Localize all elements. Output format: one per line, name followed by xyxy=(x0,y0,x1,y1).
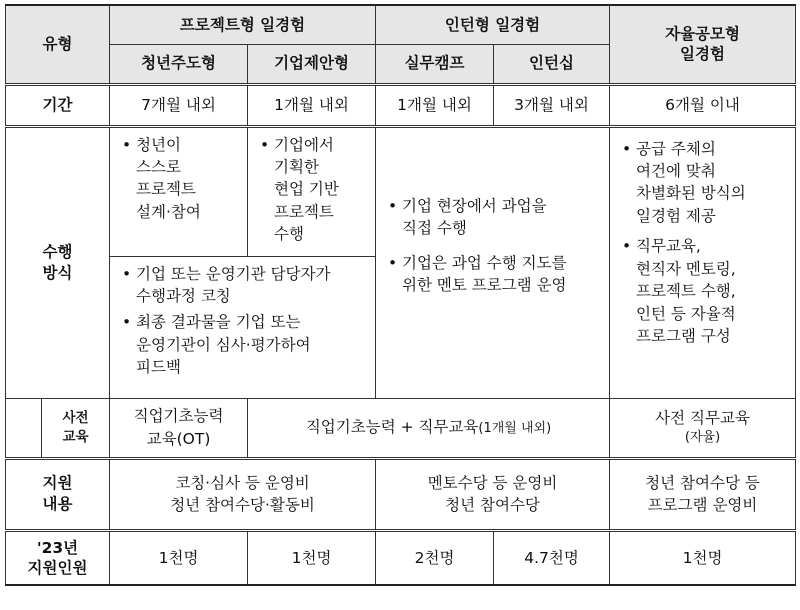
period-company-value: 1개월 내외 xyxy=(274,95,349,114)
personnel-youth-value: 1천명 xyxy=(158,548,199,567)
method-youth-text: 청년이 스스로 프로젝트 설계·참여 xyxy=(136,135,201,221)
method-project-text-1: 기업 또는 운영기관 담당자가 수행과정 코칭 xyxy=(136,264,331,305)
autonomous-group-header xyxy=(610,5,796,84)
personnel-intern-value: 4.7천명 xyxy=(524,548,579,567)
internship-label: 인턴십 xyxy=(529,54,574,73)
youth-led-header xyxy=(110,44,248,84)
period-intern xyxy=(494,84,610,126)
period-label: 기간 xyxy=(42,95,73,114)
project-group-header xyxy=(110,5,376,44)
method-company xyxy=(248,126,376,256)
type-header xyxy=(6,5,110,84)
pre-edu-merged-main: 직업기초능력 + 직무교육 xyxy=(305,418,479,437)
pre-edu-auto-main: 사전 직무교육 xyxy=(655,408,750,427)
method-youth xyxy=(110,126,248,256)
autonomous-group-label: 자율공모형 일경험 xyxy=(665,25,740,64)
personnel-autonomous-value: 1천명 xyxy=(682,548,723,567)
period-row-header xyxy=(6,84,110,126)
method-label: 수행 방식 xyxy=(42,242,73,282)
method-intern xyxy=(376,126,610,398)
method-auto-text-2: 직무교육, 현직자 멘토링, 프로젝트 수행, 인턴 등 자율적 프로그램 구성 xyxy=(636,237,736,346)
personnel-camp-value: 2천명 xyxy=(414,548,455,567)
support-project-text: 코칭·심사 등 운영비 청년 참여수당·활동비 xyxy=(170,473,315,514)
method-project-bullet-1 xyxy=(118,263,367,308)
pre-edu-row-header xyxy=(42,398,110,458)
pre-edu-label: 사전 교육 xyxy=(62,410,89,445)
period-youth-value: 7개월 내외 xyxy=(141,95,216,114)
support-autonomous xyxy=(610,458,796,530)
personnel-camp xyxy=(376,530,494,585)
intern-group-label: 인턴형 일경험 xyxy=(444,15,541,34)
personnel-company xyxy=(248,530,376,585)
youth-led-label: 청년주도형 xyxy=(141,54,216,73)
pre-edu-auto-sub: (자율) xyxy=(684,430,721,446)
internship-header xyxy=(494,44,610,84)
type-label: 유형 xyxy=(42,35,73,54)
support-label: 지원 내용 xyxy=(42,474,73,513)
pre-edu-merged xyxy=(248,398,610,458)
method-intern-bullet-2 xyxy=(384,252,601,297)
method-intern-bullet-1 xyxy=(384,195,601,240)
pre-edu-youth xyxy=(110,398,248,458)
personnel-autonomous xyxy=(610,530,796,585)
period-camp xyxy=(376,84,494,126)
work-experience-table xyxy=(5,4,796,586)
support-intern-text: 멘토수당 등 운영비 청년 참여수당 xyxy=(427,473,558,514)
method-auto-text-1: 공급 주체의 여건에 맞춰 차별화된 방식의 일경험 제공 xyxy=(636,139,746,225)
method-project-text-2: 최종 결과물을 기업 또는 운영기관이 심사·평가하여 피드백 xyxy=(136,313,311,377)
personnel-company-value: 1천명 xyxy=(291,548,332,567)
method-company-text: 기업에서 기획한 현업 기반 프로젝트 수행 xyxy=(274,135,339,244)
support-row-header xyxy=(6,458,110,530)
support-intern xyxy=(376,458,610,530)
support-autonomous-text: 청년 참여수당 등 프로그램 운영비 xyxy=(645,473,760,514)
pre-edu-youth-sub: 교육(OT) xyxy=(146,429,211,448)
method-row-header xyxy=(6,126,110,398)
company-proposed-header xyxy=(248,44,376,84)
method-autonomous xyxy=(610,126,796,398)
method-project-shared xyxy=(110,256,376,398)
personnel-intern xyxy=(494,530,610,585)
pre-edu-youth-main: 직업기초능력 xyxy=(133,407,224,426)
method-intern-text-1: 기업 현장에서 과업을 직접 수행 xyxy=(402,196,547,238)
personnel-label: '23년 지원인원 xyxy=(27,538,88,577)
period-autonomous xyxy=(610,84,796,126)
method-intern-text-2: 기업은 과업 수행 지도를 위한 멘토 프로그램 운영 xyxy=(402,253,567,294)
method-youth-bullet xyxy=(118,134,239,224)
camp-label: 실무캠프 xyxy=(404,54,465,73)
project-group-label: 프로젝트형 일경험 xyxy=(179,15,306,34)
support-project xyxy=(110,458,376,530)
period-company xyxy=(248,84,376,126)
personnel-youth xyxy=(110,530,248,585)
method-auto-bullet-2 xyxy=(618,235,787,347)
pre-edu-merged-sub: (1개월 내외) xyxy=(478,421,552,437)
method-company-bullet xyxy=(256,134,367,246)
personnel-row-header xyxy=(6,530,110,585)
pre-edu-spacer xyxy=(6,398,42,458)
company-proposed-label: 기업제안형 xyxy=(274,54,349,73)
method-auto-bullet-1 xyxy=(618,138,787,228)
period-camp-value: 1개월 내외 xyxy=(397,95,472,114)
period-intern-value: 3개월 내외 xyxy=(514,95,589,114)
camp-header xyxy=(376,44,494,84)
intern-group-header xyxy=(376,5,610,44)
method-project-bullet-2 xyxy=(118,311,367,378)
pre-edu-autonomous xyxy=(610,398,796,458)
period-autonomous-value: 6개월 이내 xyxy=(665,95,740,114)
period-youth xyxy=(110,84,248,126)
